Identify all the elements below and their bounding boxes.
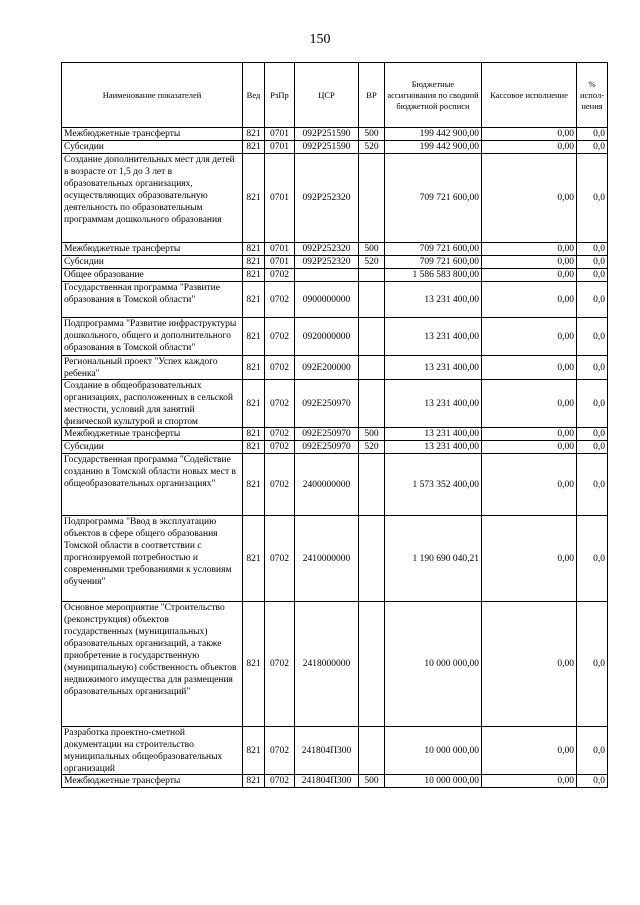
cell-cash: 0,00 — [482, 775, 577, 788]
cell-rzpr: 0701 — [265, 141, 295, 154]
cell-pct: 0,0 — [577, 128, 608, 141]
row-label: Разработка проектно-сметной документации на строительство муниципальных общеобразовательных организаций — [64, 728, 223, 774]
col-header-cash: Кассовое исполнение — [482, 63, 577, 128]
cell-pct: 0,0 — [577, 356, 608, 380]
cell-budget: 13 231 400,00 — [385, 441, 482, 454]
cell-vr: 500 — [359, 128, 385, 141]
cell-pct: 0,0 — [577, 243, 608, 256]
cell-csr: 092E250970 — [295, 441, 359, 454]
cell-vr: 500 — [359, 243, 385, 256]
table-row — [62, 141, 608, 154]
cell-name — [62, 282, 243, 318]
cell-budget: 709 721 600,00 — [385, 243, 482, 256]
cell-cash: 0,00 — [482, 154, 577, 243]
row-label: Региональный проект "Успех каждого ребенка" — [64, 357, 218, 379]
cell-rzpr: 0702 — [265, 380, 295, 428]
cell-budget: 199 442 900,00 — [385, 141, 482, 154]
cell-name — [62, 454, 243, 516]
cell-ved: 821 — [243, 282, 265, 318]
cell-cash: 0,00 — [482, 318, 577, 356]
cell-ved: 821 — [243, 356, 265, 380]
cell-rzpr: 0702 — [265, 441, 295, 454]
table-row — [62, 282, 608, 318]
table-row — [62, 428, 608, 441]
cell-ved: 821 — [243, 318, 265, 356]
cell-csr: 0900000000 — [295, 282, 359, 318]
cell-rzpr: 0702 — [265, 318, 295, 356]
cell-rzpr: 0701 — [265, 243, 295, 256]
cell-ved: 821 — [243, 256, 265, 269]
cell-cash: 0,00 — [482, 356, 577, 380]
table-row — [62, 356, 608, 380]
cell-ved: 821 — [243, 775, 265, 788]
cell-pct: 0,0 — [577, 318, 608, 356]
table-row — [62, 516, 608, 602]
cell-cash: 0,00 — [482, 282, 577, 318]
cell-vr: 500 — [359, 428, 385, 441]
cell-vr — [359, 269, 385, 282]
cell-csr: 092P251590 — [295, 141, 359, 154]
cell-budget: 1 190 690 040,21 — [385, 516, 482, 602]
cell-csr: 092E250970 — [295, 428, 359, 441]
row-label: Субсидии — [64, 142, 104, 152]
cell-budget: 1 586 583 800,00 — [385, 269, 482, 282]
row-label: Субсидии — [64, 442, 104, 452]
cell-vr — [359, 282, 385, 318]
cell-vr — [359, 516, 385, 602]
table-row — [62, 128, 608, 141]
cell-budget: 13 231 400,00 — [385, 380, 482, 428]
header-row — [62, 63, 608, 128]
cell-name — [62, 128, 243, 141]
cell-pct: 0,0 — [577, 380, 608, 428]
page-number: 150 — [309, 32, 331, 47]
cell-csr: 092E250970 — [295, 380, 359, 428]
cell-pct: 0,0 — [577, 441, 608, 454]
cell-name — [62, 256, 243, 269]
cell-name — [62, 269, 243, 282]
cell-budget: 10 000 000,00 — [385, 775, 482, 788]
cell-cash: 0,00 — [482, 727, 577, 775]
cell-pct: 0,0 — [577, 516, 608, 602]
cell-vr — [359, 380, 385, 428]
row-label: Межбюджетные трансферты — [64, 429, 181, 439]
cell-csr: 092E200000 — [295, 356, 359, 380]
cell-csr — [295, 269, 359, 282]
budget-table — [61, 62, 608, 788]
cell-name — [62, 154, 243, 243]
cell-pct: 0,0 — [577, 775, 608, 788]
col-header-ved: Вед — [243, 63, 265, 128]
col-header-rzpr: РзПр — [265, 63, 295, 128]
cell-rzpr: 0702 — [265, 775, 295, 788]
cell-name — [62, 775, 243, 788]
cell-ved: 821 — [243, 269, 265, 282]
cell-budget: 10 000 000,00 — [385, 727, 482, 775]
row-label: Субсидии — [64, 257, 104, 267]
cell-ved: 821 — [243, 454, 265, 516]
cell-pct: 0,0 — [577, 727, 608, 775]
col-header-name: Наименование показателей — [62, 63, 243, 128]
cell-name — [62, 141, 243, 154]
cell-csr: 092P251590 — [295, 128, 359, 141]
cell-ved: 821 — [243, 128, 265, 141]
table-row — [62, 727, 608, 775]
cell-pct: 0,0 — [577, 141, 608, 154]
cell-ved: 821 — [243, 441, 265, 454]
col-header-budget: Бюджетные ассигнования по сводной бюджетной росписи — [385, 63, 482, 128]
cell-name — [62, 356, 243, 380]
cell-cash: 0,00 — [482, 256, 577, 269]
cell-rzpr: 0701 — [265, 256, 295, 269]
table-row — [62, 154, 608, 243]
cell-pct: 0,0 — [577, 154, 608, 243]
cell-cash: 0,00 — [482, 269, 577, 282]
cell-budget: 13 231 400,00 — [385, 356, 482, 380]
table-row — [62, 441, 608, 454]
row-label: Основное мероприятие "Строительство (реконструкция) объектов государственных (муниципальных) образовательных организаций, а также приобретение в государственную (муниципальную) собственность объектов недвижимого имущества для размещения образовательных организаций" — [64, 603, 237, 697]
cell-cash: 0,00 — [482, 454, 577, 516]
table-row — [62, 269, 608, 282]
cell-pct: 0,0 — [577, 602, 608, 727]
cell-name — [62, 318, 243, 356]
row-label: Подпрограмма "Развитие инфраструктуры дошкольного, общего и дополнительного образования в Томской области" — [64, 319, 237, 353]
col-header-pct: % испол-нения — [577, 63, 608, 128]
cell-ved: 821 — [243, 428, 265, 441]
row-label: Подпрограмма "Ввод в эксплуатацию объектов в сфере общего образования Томской области в соответствии с прогнозируемой потребностью и современными требованиями к условиям обучения" — [64, 517, 232, 587]
cell-csr: 092P252320 — [295, 243, 359, 256]
cell-vr: 500 — [359, 775, 385, 788]
cell-rzpr: 0702 — [265, 516, 295, 602]
cell-rzpr: 0701 — [265, 128, 295, 141]
cell-csr: 2410000000 — [295, 516, 359, 602]
cell-csr: 2418000000 — [295, 602, 359, 727]
cell-vr — [359, 356, 385, 380]
table-row — [62, 602, 608, 727]
cell-budget: 10 000 000,00 — [385, 602, 482, 727]
cell-name — [62, 243, 243, 256]
cell-pct: 0,0 — [577, 282, 608, 318]
table-body — [62, 128, 608, 788]
cell-ved: 821 — [243, 727, 265, 775]
cell-pct: 0,0 — [577, 269, 608, 282]
cell-name — [62, 428, 243, 441]
table-row — [62, 256, 608, 269]
cell-vr — [359, 602, 385, 727]
cell-budget: 709 721 600,00 — [385, 256, 482, 269]
cell-name — [62, 441, 243, 454]
cell-rzpr: 0702 — [265, 269, 295, 282]
col-header-vr: ВР — [359, 63, 385, 128]
row-label: Создание в общеобразовательных организациях, расположенных в сельской местности, условий для занятий физической культурой и спортом — [64, 381, 233, 427]
cell-ved: 821 — [243, 380, 265, 428]
cell-pct: 0,0 — [577, 454, 608, 516]
cell-name — [62, 516, 243, 602]
cell-cash: 0,00 — [482, 243, 577, 256]
row-label: Государственная программа "Содействие созданию в Томской области новых мест в общеобразовательных организациях" — [64, 455, 236, 489]
cell-name — [62, 602, 243, 727]
table-row — [62, 380, 608, 428]
row-label: Создание дополнительных мест для детей в возрасте от 1,5 до 3 лет в образовательных организациях, осуществляющих образовательную деятельность по образовательным программам дошкольного образования — [64, 155, 235, 225]
cell-csr: 241804П300 — [295, 775, 359, 788]
cell-rzpr: 0701 — [265, 154, 295, 243]
cell-budget: 1 573 352 400,00 — [385, 454, 482, 516]
cell-budget: 13 231 400,00 — [385, 282, 482, 318]
table-row — [62, 775, 608, 788]
cell-ved: 821 — [243, 141, 265, 154]
table-row — [62, 318, 608, 356]
table-row — [62, 243, 608, 256]
row-label: Межбюджетные трансферты — [64, 776, 181, 786]
cell-cash: 0,00 — [482, 516, 577, 602]
cell-vr — [359, 154, 385, 243]
col-header-csr: ЦСР — [295, 63, 359, 128]
cell-rzpr: 0702 — [265, 428, 295, 441]
cell-pct: 0,0 — [577, 256, 608, 269]
cell-rzpr: 0702 — [265, 602, 295, 727]
cell-rzpr: 0702 — [265, 282, 295, 318]
cell-cash: 0,00 — [482, 380, 577, 428]
cell-cash: 0,00 — [482, 141, 577, 154]
cell-csr: 092P252320 — [295, 154, 359, 243]
cell-budget: 709 721 600,00 — [385, 154, 482, 243]
cell-csr: 092P252320 — [295, 256, 359, 269]
cell-vr — [359, 318, 385, 356]
cell-vr: 520 — [359, 441, 385, 454]
cell-vr — [359, 727, 385, 775]
cell-cash: 0,00 — [482, 428, 577, 441]
cell-rzpr: 0702 — [265, 727, 295, 775]
cell-ved: 821 — [243, 516, 265, 602]
cell-vr: 520 — [359, 256, 385, 269]
table-row — [62, 454, 608, 516]
cell-cash: 0,00 — [482, 602, 577, 727]
cell-rzpr: 0702 — [265, 356, 295, 380]
cell-cash: 0,00 — [482, 441, 577, 454]
cell-rzpr: 0702 — [265, 454, 295, 516]
cell-pct: 0,0 — [577, 428, 608, 441]
row-label: Межбюджетные трансферты — [64, 244, 181, 254]
cell-csr: 0920000000 — [295, 318, 359, 356]
row-label: Общее образование — [64, 270, 144, 280]
cell-budget: 199 442 900,00 — [385, 128, 482, 141]
cell-ved: 821 — [243, 154, 265, 243]
cell-name — [62, 380, 243, 428]
cell-name — [62, 727, 243, 775]
row-label: Межбюджетные трансферты — [64, 129, 181, 139]
cell-budget: 13 231 400,00 — [385, 428, 482, 441]
cell-cash: 0,00 — [482, 128, 577, 141]
cell-ved: 821 — [243, 602, 265, 727]
cell-budget: 13 231 400,00 — [385, 318, 482, 356]
cell-csr: 241804П300 — [295, 727, 359, 775]
cell-csr: 2400000000 — [295, 454, 359, 516]
cell-vr — [359, 454, 385, 516]
cell-vr: 520 — [359, 141, 385, 154]
row-label: Государственная программа "Развитие образования в Томской области" — [64, 283, 220, 305]
cell-ved: 821 — [243, 243, 265, 256]
